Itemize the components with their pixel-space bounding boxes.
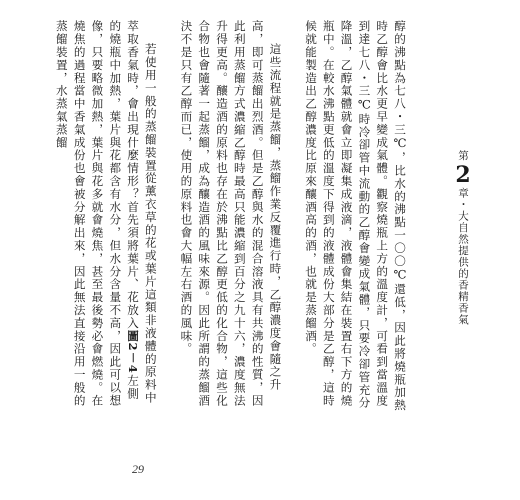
paragraph-3-text: 若使用一般的蒸餾裝置從薰衣草的花或葉片這類非液體的原料中萃取香氣時，會出現什麼情形？首先須將葉片、花放入 (126, 20, 158, 405)
paragraph-1: 醇的沸點為七八・三℃，比水的沸點一〇〇℃還低，因此將燒瓶加熱時乙醇會比水更早變成氣體。觀察燒瓶上方的溫度計，可看到當溫度到達七八・三℃時冷卻管中流動的乙醇會變成氣體，只要冷卻管充分降溫，乙醇氣體就會立即凝集成液滴，液體會集結在裝置右下方的燒瓶中。在較水沸點更低的溫度下得到的液體成份大部分是乙醇，這時候就能製造出乙醇濃度比原來釀酒高的酒，也就是蒸餾酒。 (304, 20, 407, 412)
body-text (52, 20, 408, 412)
chapter-suffix: 章・ (457, 187, 469, 211)
paragraph-2: 這些流程就是蒸餾，蒸餾作業反覆進行時，乙醇濃度會隨之升高，即可蒸餾出烈酒。但是乙醇與水的混合溶液具有共沸的性質，因此利用蒸餾方式濃縮乙醇時最高只能濃縮到百分之九十六，濃度無法升得更高。釀造酒的原料也存在於沸點比乙醇更低的化合物，這些化合物也會隨著一起蒸餾，成為釀造酒的風味來源。因此所謂的蒸餾酒決不是只有乙醇而已，使用的原料也會大幅左右酒的風味。 (179, 20, 283, 407)
running-head (456, 150, 470, 326)
chapter-prefix: 第 (457, 150, 469, 162)
page-number: 29 (132, 462, 144, 476)
chapter-title: 大自然提供的香精香氣 (457, 210, 469, 326)
paragraph-3 (52, 20, 159, 412)
chapter-number: 2 (455, 163, 471, 186)
paragraph-3-text-cont: 左側的燒瓶中加熱，葉片與花都含有水分，但水分含量不高，因此可以想像，只要略微加熱，葉片與花多就會燒焦，甚至最後勢必會燃燒。在燒焦的過程當中香氣成份也會被分解出來，因此無法直接沿用一般的蒸餾裝置，水蒸氣蒸餾 (54, 20, 141, 407)
figure-reference: 圖2－4 (126, 329, 141, 375)
